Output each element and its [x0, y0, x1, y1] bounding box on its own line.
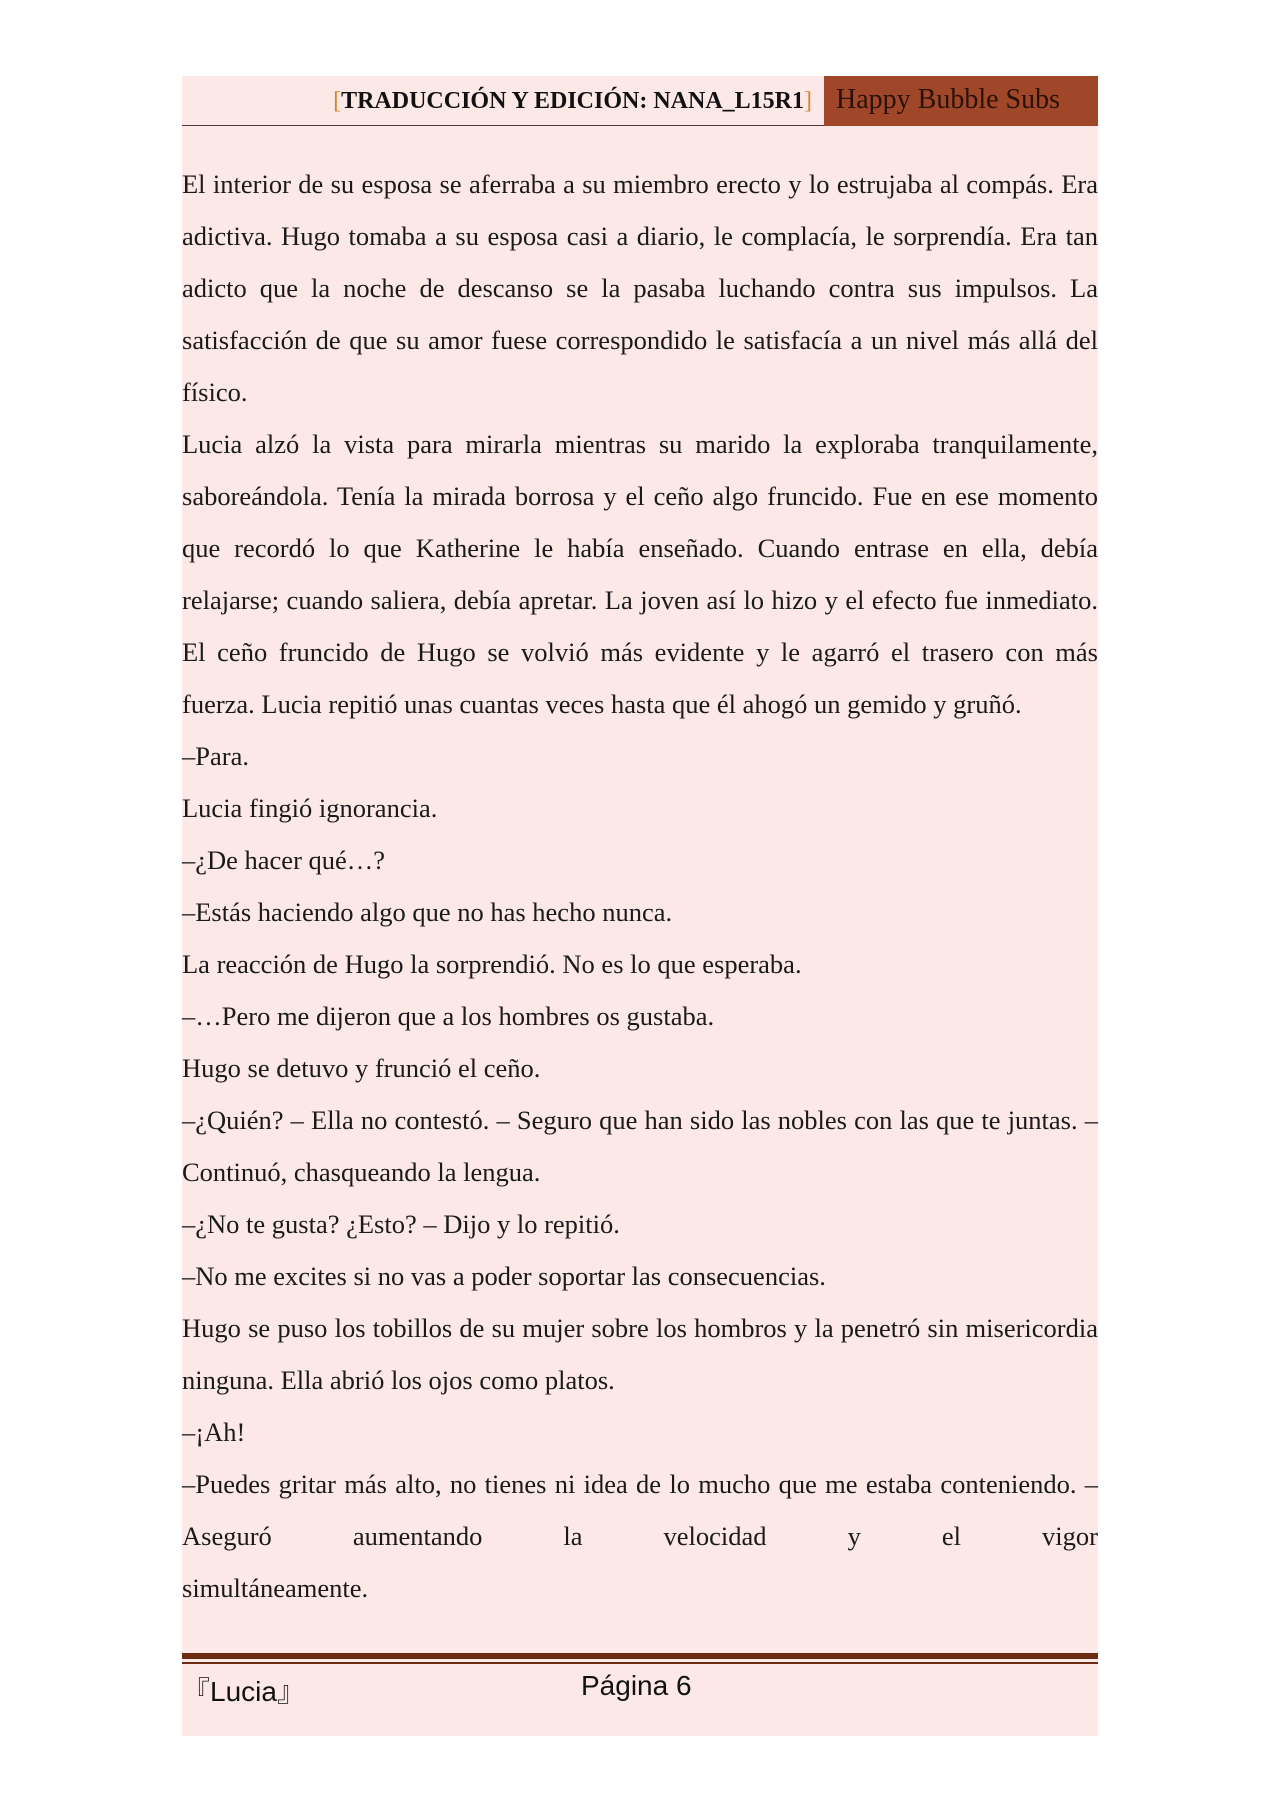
paragraph: –Para. [182, 741, 249, 771]
paragraph: –…Pero me dijeron que a los hombres os gustaba. [182, 1001, 715, 1031]
paragraph: El interior de su esposa se aferraba a su miembro erecto y lo estrujaba al compás. Era adictiva. Hugo tomaba a su esposa casi a diario, le complacía, le sorprendía. Era tan adicto que la noche de descanso se la pasaba luchando contra sus impulsos. La satisfacción de que su amor fuese correspondido le satisfacía a un nivel más allá del físico. [182, 169, 1098, 407]
paragraph: Lucia alzó la vista para mirarla mientras su marido la exploraba tranquilamente, saboreándola. Tenía la mirada borrosa y el ceño algo fruncido. Fue en ese momento que recordó lo que Katherine le había enseñado. Cuando entrase en ella, debía relajarse; cuando saliera, debía apretar. La joven así lo hizo y el efecto fue inmediato. El ceño fruncido de Hugo se volvió más evidente y le agarró el trasero con más fuerza. Lucia repitió unas cuantas veces hasta que él ahogó un gemido y gruñó. [182, 429, 1098, 719]
credit-bracket-close: ] [804, 88, 812, 114]
translation-credit [333, 88, 812, 115]
paragraph: La reacción de Hugo la sorprendió. No es lo que esperaba. [182, 949, 802, 979]
paragraph: –Estás haciendo algo que no has hecho nunca. [182, 897, 673, 927]
header-credit-area [182, 76, 824, 126]
credit-text: TRADUCCIÓN Y EDICIÓN: NANA_L15R1 [341, 88, 804, 114]
footer-page-number: Página 6 [581, 1670, 692, 1701]
credit-bracket-open: [ [333, 88, 342, 114]
body-text [182, 158, 1098, 1614]
paragraph: –¿No te gusta? ¿Esto? – Dijo y lo repitió. [182, 1209, 620, 1239]
footer-rule-thick [182, 1653, 1098, 1659]
footer-rule-thin [182, 1662, 1098, 1664]
paragraph: –Puedes gritar más alto, no tienes ni idea de lo mucho que me estaba conteniendo. – Aseguró aumentando la velocidad y el vigor [182, 1469, 1098, 1551]
brand-label: Happy Bubble Subs [824, 76, 1098, 126]
document-page [182, 76, 1098, 1736]
paragraph: –¿Quién? – Ella no contestó. – Seguro que han sido las nobles con las que te juntas. – Continuó, chasqueando la lengua. [182, 1105, 1098, 1187]
paragraph-continuation: simultáneamente. [182, 1573, 369, 1603]
page-header [182, 76, 1098, 126]
paragraph: –¿De hacer qué…? [182, 845, 386, 875]
paragraph: Lucia fingió ignorancia. [182, 793, 438, 823]
paragraph: Hugo se puso los tobillos de su mujer sobre los hombros y la penetró sin misericordia ninguna. Ella abrió los ojos como platos. [182, 1313, 1098, 1395]
paragraph: Hugo se detuvo y frunció el ceño. [182, 1053, 541, 1083]
footer-book-title: 『Lucia』 [182, 1676, 305, 1707]
paragraph: –¡Ah! [182, 1417, 246, 1447]
paragraph: –No me excites si no vas a poder soportar las consecuencias. [182, 1261, 826, 1291]
